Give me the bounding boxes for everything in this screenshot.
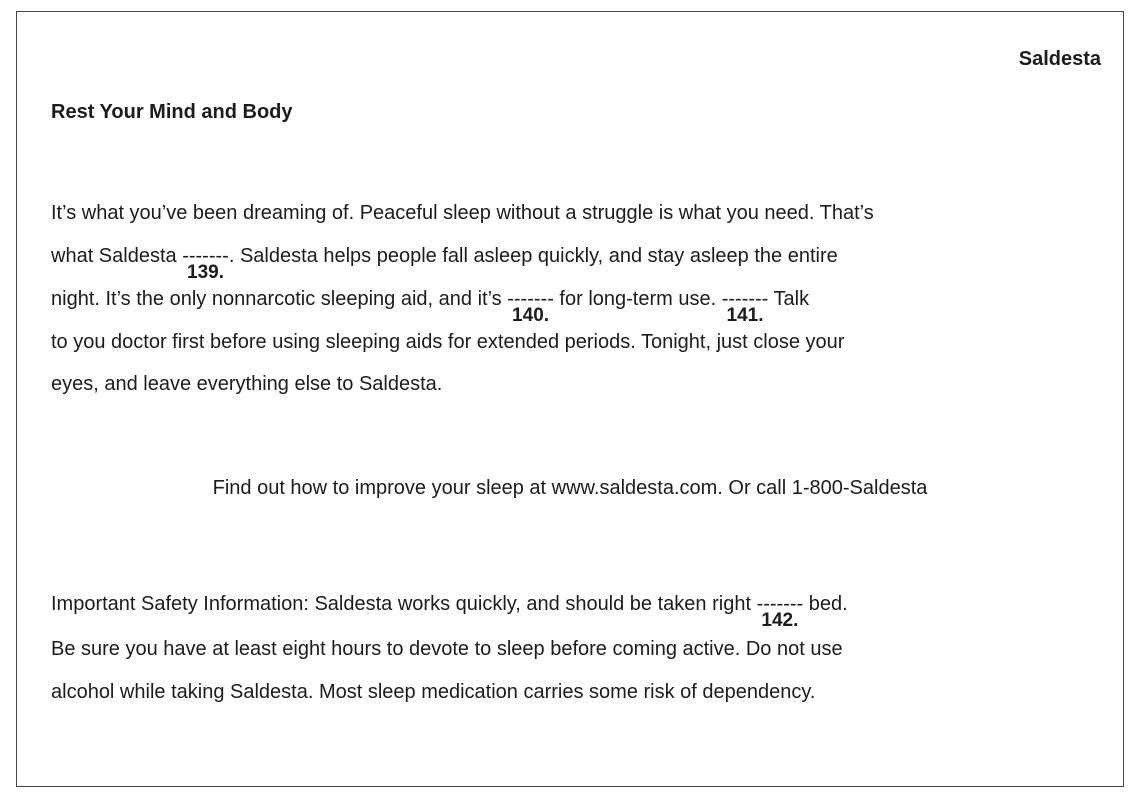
blank-number: 139. bbox=[187, 262, 225, 283]
safety-line-1 bbox=[51, 593, 848, 631]
text: Be sure you have at least eight hours to devote to sleep before coming active. Do not use bbox=[51, 638, 843, 660]
blank-141[interactable] bbox=[721, 288, 769, 326]
blank-139[interactable] bbox=[182, 245, 229, 283]
blank-dashes: ------- bbox=[182, 245, 229, 267]
text: to you doctor first before using sleeping aids for extended periods. Tonight, just close your bbox=[51, 331, 845, 353]
blank-number: 140. bbox=[512, 305, 550, 326]
text: Talk bbox=[768, 288, 810, 310]
text: alcohol while taking Saldesta. Most sleep medication carries some risk of dependency. bbox=[51, 681, 816, 703]
text: . Saldesta helps people fall asleep quickly, and stay asleep the entire bbox=[228, 245, 838, 267]
safety-line-3 bbox=[51, 681, 815, 704]
blank-number: 142. bbox=[761, 610, 799, 631]
ad-heading: Rest Your Mind and Body bbox=[51, 101, 293, 123]
safety-line-2 bbox=[51, 638, 843, 661]
passage-frame bbox=[16, 11, 1124, 787]
blank-dashes: ------- bbox=[507, 288, 554, 310]
brand-name: Saldesta bbox=[1018, 48, 1101, 70]
blank-140[interactable] bbox=[507, 288, 554, 326]
text: eyes, and leave everything else to Saldesta. bbox=[51, 373, 443, 395]
paragraph-line-4 bbox=[51, 331, 844, 354]
call-to-action: Find out how to improve your sleep at www.saldesta.com. Or call 1-800-Saldesta bbox=[212, 477, 928, 499]
paragraph-line-1 bbox=[51, 202, 874, 225]
text: bed. bbox=[803, 593, 848, 615]
paragraph-line-2 bbox=[51, 245, 838, 283]
text: what Saldesta bbox=[51, 245, 183, 267]
blank-142[interactable] bbox=[756, 593, 804, 631]
text: night. It’s the only nonnarcotic sleeping aid, and it’s bbox=[51, 288, 508, 310]
text: for long-term use. bbox=[553, 288, 722, 310]
text: It’s what you’ve been dreaming of. Peaceful sleep without a struggle is what you need. That’s bbox=[51, 202, 874, 224]
text: Important Safety Information: Saldesta works quickly, and should be taken right bbox=[51, 593, 757, 615]
blank-dashes: ------- bbox=[756, 593, 804, 615]
paragraph-line-3 bbox=[51, 288, 810, 326]
paragraph-line-5 bbox=[51, 373, 442, 396]
blank-number: 141. bbox=[726, 305, 764, 326]
blank-dashes: ------- bbox=[721, 288, 769, 310]
